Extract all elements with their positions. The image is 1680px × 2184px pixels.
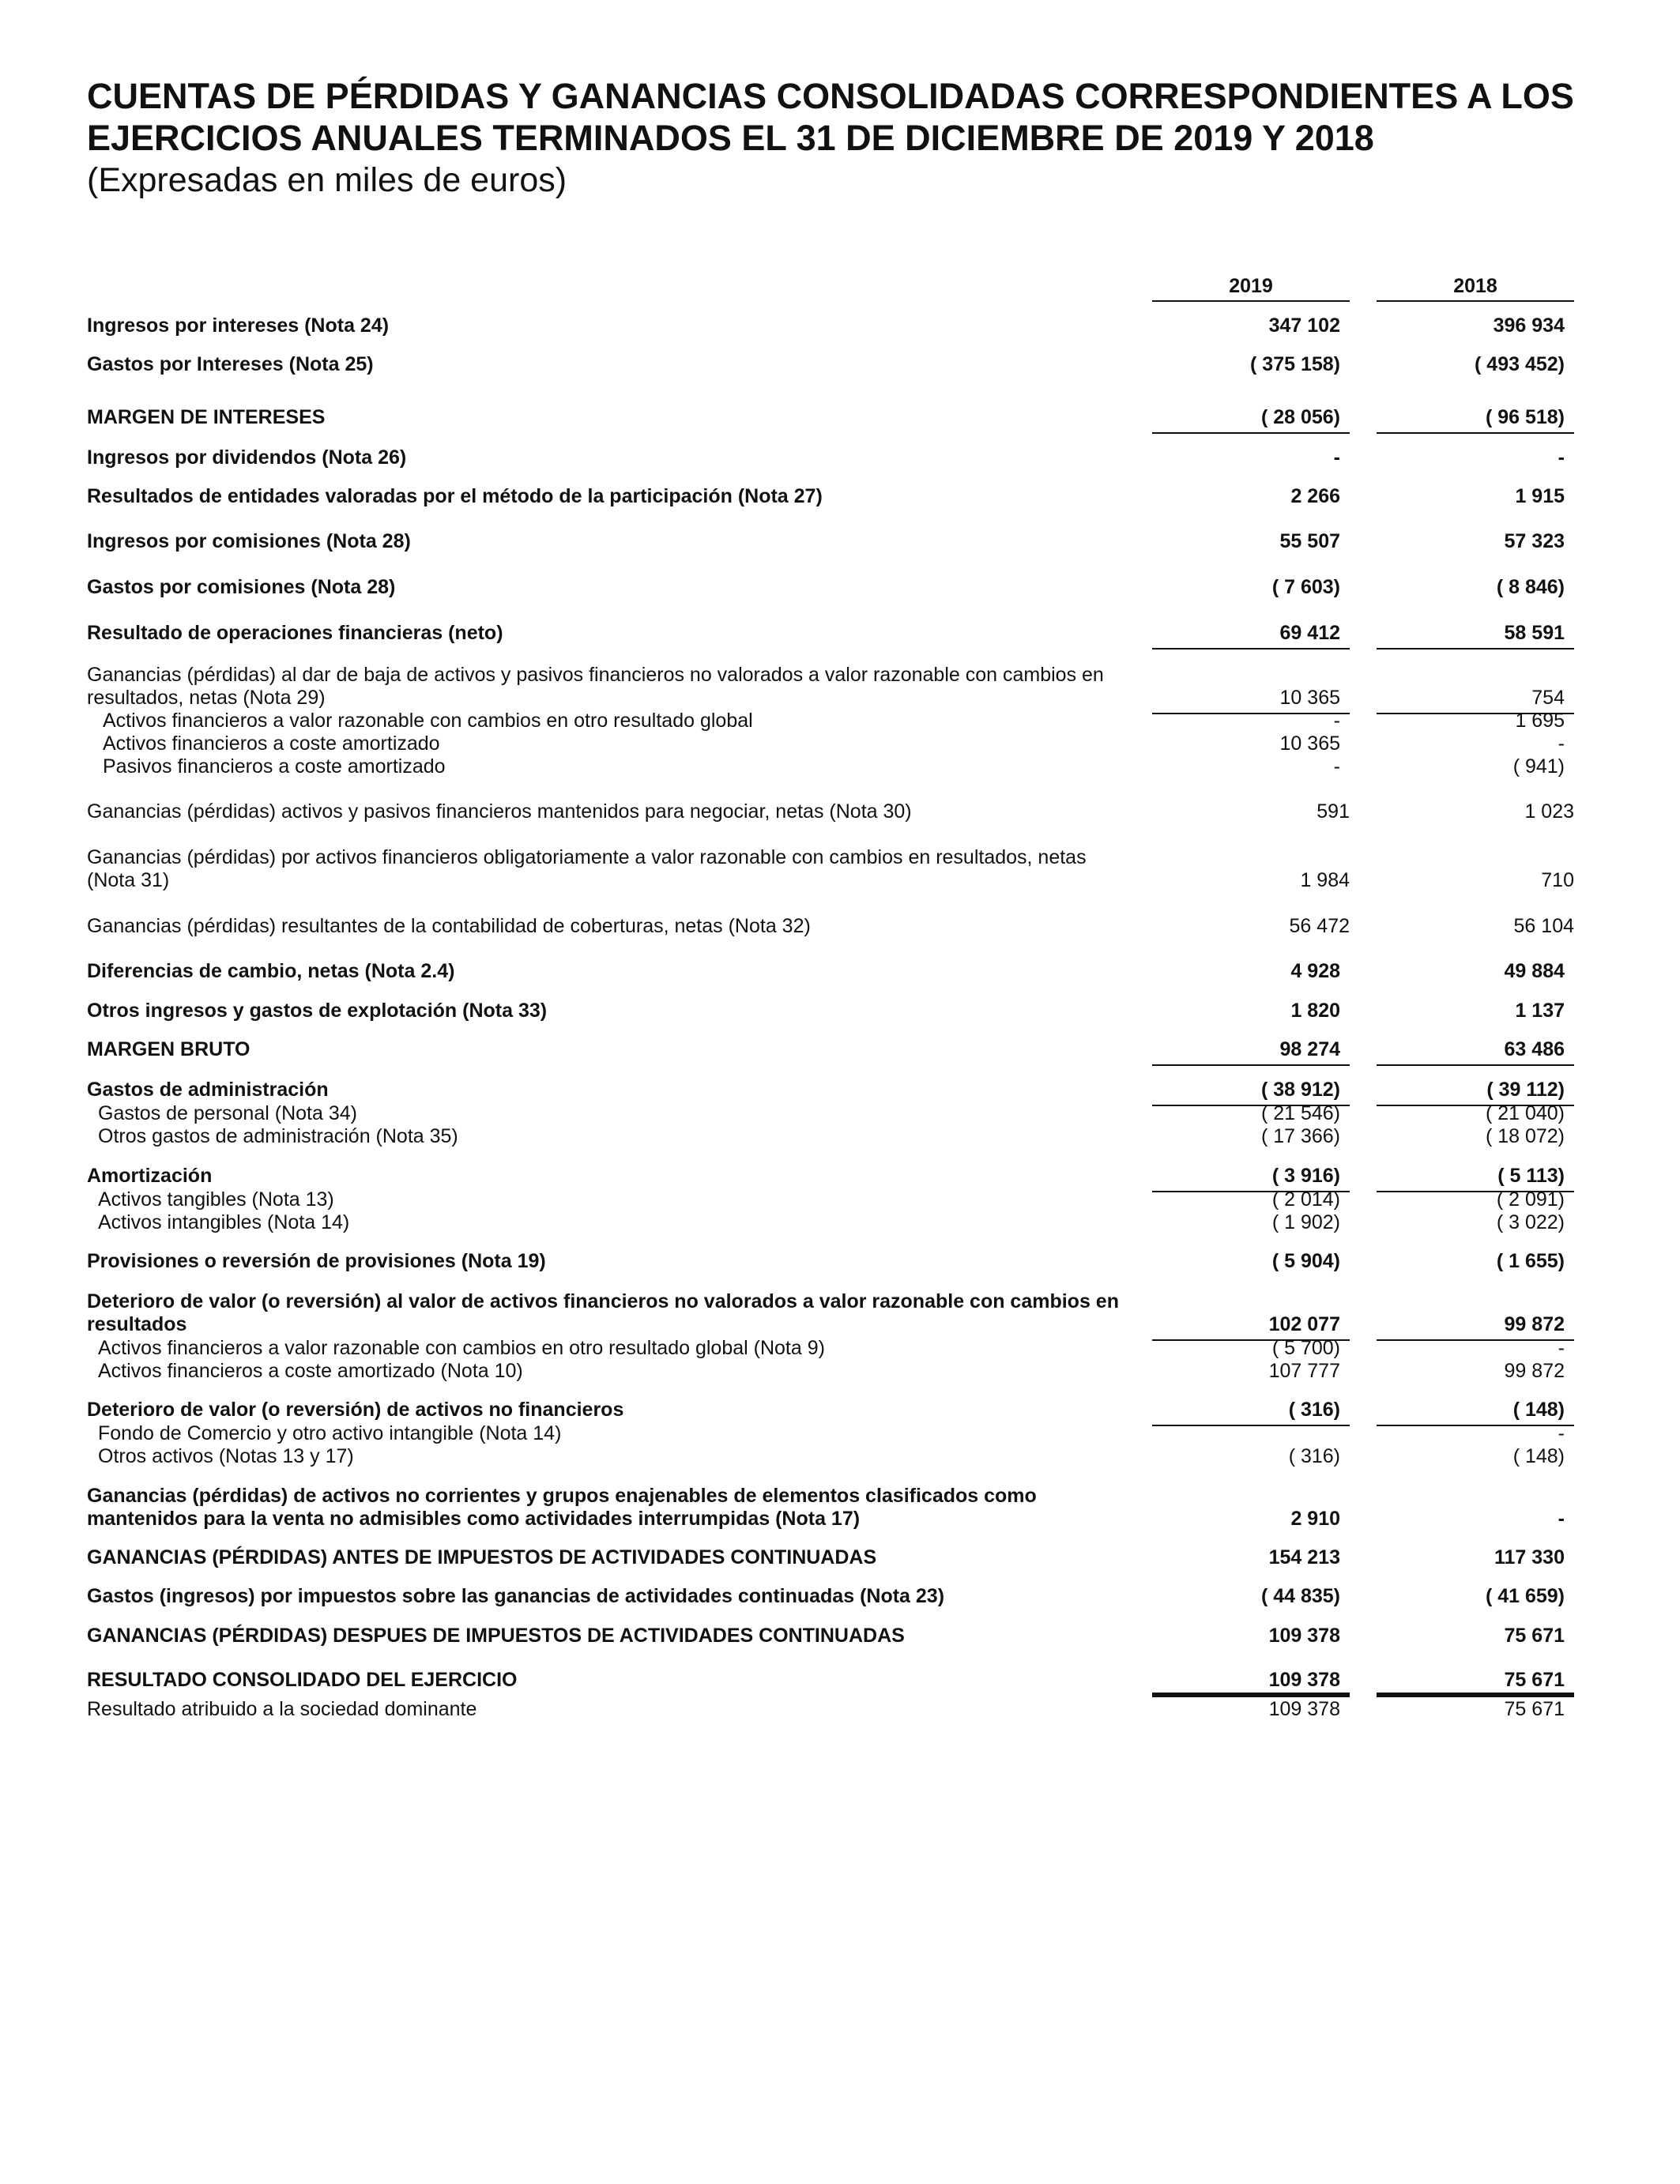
value-text: ( 18 072) — [1485, 1125, 1565, 1147]
value-text: 396 934 — [1493, 314, 1565, 337]
row-label: Resultado atribuido a la sociedad dominante — [87, 1698, 477, 1720]
row-label: mantenidos para la venta no admisibles como actividades interrumpidas (Nota 17) — [87, 1508, 861, 1530]
value-2018 — [1377, 800, 1574, 823]
value-2018 — [1377, 314, 1574, 337]
value-2019 — [1152, 755, 1350, 778]
row-label: MARGEN BRUTO — [87, 1038, 250, 1060]
value-text: 99 872 — [1504, 1360, 1565, 1382]
value-text: 2 910 — [1290, 1508, 1340, 1530]
value-2018 — [1377, 1124, 1574, 1148]
table-row — [0, 1507, 1680, 1531]
value-2019 — [1152, 1101, 1350, 1125]
value-2018 — [1377, 352, 1574, 376]
value-2018 — [1377, 959, 1574, 983]
value-2019 — [1152, 1249, 1350, 1273]
table-row — [0, 484, 1680, 508]
value-2019 — [1152, 845, 1350, 869]
value-text: ( 8 846) — [1496, 576, 1565, 598]
value-2019 — [1152, 1444, 1350, 1468]
value-2019 — [1152, 1668, 1350, 1692]
table-row — [0, 999, 1680, 1022]
value-text: ( 375 158) — [1250, 353, 1340, 375]
row-label: Fondo de Comercio y otro activo intangible (Nota 14) — [98, 1422, 562, 1444]
value-2018 — [1377, 1078, 1574, 1101]
value-2018 — [1377, 1484, 1574, 1508]
row-label: Amortización — [87, 1165, 213, 1187]
value-text: 55 507 — [1279, 530, 1340, 552]
page-title: CUENTAS DE PÉRDIDAS Y GANANCIAS CONSOLIDADAS CORRESPONDIENTES A LOS EJERCICIOS ANUALES TERMINADOS EL 31 DE DICIEMBRE DE 2019 Y 2018 — [87, 76, 1574, 158]
value-text: 109 378 — [1268, 1625, 1340, 1647]
value-2019 — [1152, 1290, 1350, 1313]
value-2019 — [1152, 1421, 1350, 1445]
table-row — [0, 1188, 1680, 1211]
value-2018 — [1377, 484, 1574, 508]
value-2019 — [1152, 1164, 1350, 1188]
value-2019 — [1152, 1336, 1350, 1360]
row-label: (Nota 31) — [87, 869, 170, 891]
value-text: ( 3 916) — [1271, 1165, 1340, 1187]
value-2018 — [1377, 1507, 1574, 1531]
value-2019 — [1152, 732, 1350, 755]
value-text: 754 — [1531, 687, 1565, 709]
value-2019 — [1152, 1359, 1350, 1383]
value-text: 49 884 — [1504, 960, 1565, 982]
value-text: 1 984 — [1300, 869, 1350, 891]
value-2019 — [1152, 663, 1350, 687]
value-2018 — [1377, 1164, 1574, 1188]
value-2018 — [1377, 1546, 1574, 1569]
table-row — [0, 959, 1680, 983]
row-label: Activos financieros a valor razonable con cambios en otro resultado global (Nota 9) — [98, 1337, 825, 1359]
value-2019 — [1152, 529, 1350, 553]
value-text: 63 486 — [1504, 1038, 1565, 1060]
row-label: Ingresos por dividendos (Nota 26) — [87, 446, 407, 469]
value-2018 — [1377, 663, 1574, 687]
value-2018 — [1377, 1421, 1574, 1445]
value-2019 — [1152, 446, 1350, 469]
row-label: Ingresos por comisiones (Nota 28) — [87, 530, 411, 552]
value-2019 — [1152, 1398, 1350, 1421]
table-row — [0, 732, 1680, 755]
table-row — [0, 914, 1680, 938]
value-text: - — [1333, 755, 1340, 778]
value-text: 109 378 — [1268, 1669, 1340, 1691]
value-2018 — [1377, 529, 1574, 553]
value-2019 — [1152, 1624, 1350, 1647]
value-text: 69 412 — [1279, 622, 1340, 644]
value-text: ( 21 546) — [1260, 1102, 1340, 1124]
value-text: 10 365 — [1279, 687, 1340, 709]
table-row — [0, 1290, 1680, 1313]
value-text: 4 928 — [1290, 960, 1340, 982]
table-row — [0, 1421, 1680, 1445]
table-row — [0, 1444, 1680, 1468]
value-text: ( 1 655) — [1496, 1250, 1565, 1272]
underline-rule — [1377, 648, 1574, 650]
value-text: ( 38 912) — [1260, 1079, 1340, 1101]
value-text: 1 695 — [1515, 710, 1565, 732]
value-2018 — [1377, 1398, 1574, 1421]
value-2019 — [1152, 1078, 1350, 1101]
row-label: Pasivos financieros a coste amortizado — [103, 755, 446, 778]
value-text: ( 941) — [1512, 755, 1565, 778]
value-2019 — [1152, 800, 1350, 823]
row-label: Deterioro de valor (o reversión) al valor de activos financieros no valorados a valor razonable con cambios en — [87, 1290, 1119, 1312]
row-label: Deterioro de valor (o reversión) de activos no financieros — [87, 1399, 624, 1421]
value-2018 — [1377, 1211, 1574, 1234]
value-2018 — [1377, 1444, 1574, 1468]
row-label: Gastos de administración — [87, 1079, 329, 1101]
value-text: 1 820 — [1290, 1000, 1340, 1022]
value-text: ( 148) — [1512, 1399, 1565, 1421]
value-2018 — [1377, 999, 1574, 1022]
value-text: 102 077 — [1268, 1313, 1340, 1335]
value-2018 — [1377, 1101, 1574, 1125]
value-text: 57 323 — [1504, 530, 1565, 552]
table-row — [0, 529, 1680, 553]
row-label: Gastos de personal (Nota 34) — [98, 1102, 357, 1124]
value-2019 — [1152, 709, 1350, 732]
value-2019 — [1152, 868, 1350, 892]
value-2019 — [1152, 1211, 1350, 1234]
value-text: 75 671 — [1504, 1698, 1565, 1720]
table-row — [0, 1624, 1680, 1647]
value-text: 1 137 — [1515, 1000, 1565, 1022]
value-text: 107 777 — [1268, 1360, 1340, 1382]
value-text: - — [1333, 446, 1340, 469]
value-text: 2 266 — [1290, 485, 1340, 507]
value-2019 — [1152, 621, 1350, 645]
row-label: GANANCIAS (PÉRDIDAS) ANTES DE IMPUESTOS DE ACTIVIDADES CONTINUADAS — [87, 1546, 877, 1568]
value-text: ( 2 014) — [1271, 1188, 1340, 1211]
value-2018 — [1377, 1037, 1574, 1061]
table-row — [0, 1211, 1680, 1234]
value-text: ( 316) — [1288, 1399, 1340, 1421]
value-2018 — [1377, 446, 1574, 469]
table-row — [0, 663, 1680, 687]
value-text: 109 378 — [1268, 1698, 1340, 1720]
value-text: ( 96 518) — [1485, 406, 1565, 428]
value-2019 — [1152, 1507, 1350, 1531]
underline-rule — [1377, 1064, 1574, 1066]
underline-rule — [1152, 1064, 1350, 1066]
value-2018 — [1377, 1188, 1574, 1211]
value-text: - — [1558, 1337, 1565, 1359]
value-2019 — [1152, 959, 1350, 983]
row-label: Ganancias (pérdidas) de activos no corrientes y grupos enajenables de elementos clasificados como — [87, 1485, 1037, 1507]
table-row — [0, 575, 1680, 599]
row-label: resultados — [87, 1313, 187, 1335]
value-2018 — [1377, 1624, 1574, 1647]
value-text: 75 671 — [1504, 1669, 1565, 1691]
table-row — [0, 405, 1680, 429]
value-text: 1 915 — [1515, 485, 1565, 507]
column-header-2018: 2018 — [1377, 275, 1574, 302]
row-label: Ingresos por intereses (Nota 24) — [87, 314, 390, 337]
underline-rule — [1377, 432, 1574, 434]
table-row — [0, 1668, 1680, 1692]
table-row — [0, 1124, 1680, 1148]
value-2018 — [1377, 1312, 1574, 1336]
value-2019 — [1152, 484, 1350, 508]
value-text: ( 5 113) — [1497, 1165, 1565, 1187]
table-row — [0, 1312, 1680, 1336]
value-2018 — [1377, 686, 1574, 710]
row-label: Activos tangibles (Nota 13) — [98, 1188, 334, 1211]
value-2019 — [1152, 1188, 1350, 1211]
underline-rule — [1152, 648, 1350, 650]
row-label: Otros ingresos y gastos de explotación (Nota 33) — [87, 1000, 548, 1022]
value-text: 10 365 — [1279, 732, 1340, 755]
value-2018 — [1377, 405, 1574, 429]
value-text: ( 41 659) — [1485, 1585, 1565, 1607]
value-2018 — [1377, 709, 1574, 732]
row-label: MARGEN DE INTERESES — [87, 406, 326, 428]
row-label: Activos financieros a valor razonable con cambios en otro resultado global — [103, 710, 753, 732]
value-text: ( 1 902) — [1271, 1211, 1340, 1233]
value-2018 — [1377, 1697, 1574, 1721]
row-label: Gastos (ingresos) por impuestos sobre las ganancias de actividades continuadas (Nota 23) — [87, 1585, 945, 1607]
value-2018 — [1377, 732, 1574, 755]
row-label: Resultados de entidades valoradas por el método de la participación (Nota 27) — [87, 485, 823, 507]
value-2018 — [1377, 1668, 1574, 1692]
value-text: - — [1558, 1508, 1565, 1530]
value-text: - — [1558, 732, 1565, 755]
value-2018 — [1377, 1249, 1574, 1273]
value-2018 — [1377, 845, 1574, 869]
column-header-2019: 2019 — [1152, 275, 1350, 302]
value-2018 — [1377, 1290, 1574, 1313]
value-text: ( 28 056) — [1260, 406, 1340, 428]
row-label: Ganancias (pérdidas) resultantes de la contabilidad de coberturas, netas (Nota 32) — [87, 915, 811, 937]
row-label: Gastos por comisiones (Nota 28) — [87, 576, 396, 598]
value-text: 117 330 — [1494, 1546, 1565, 1568]
value-text: 98 274 — [1279, 1038, 1340, 1060]
value-2019 — [1152, 314, 1350, 337]
table-row — [0, 686, 1680, 710]
value-2018 — [1377, 1359, 1574, 1383]
value-2019 — [1152, 914, 1350, 938]
value-2019 — [1152, 999, 1350, 1022]
table-row — [0, 755, 1680, 778]
value-text: 58 591 — [1504, 622, 1565, 644]
row-label: Otros activos (Notas 13 y 17) — [98, 1445, 354, 1467]
table-row — [0, 1078, 1680, 1101]
row-label: Ganancias (pérdidas) por activos financieros obligatoriamente a valor razonable con cambios en resultados, netas — [87, 846, 1087, 868]
row-label: Provisiones o reversión de provisiones (Nota 19) — [87, 1250, 546, 1272]
value-2019 — [1152, 1484, 1350, 1508]
value-text: 710 — [1541, 869, 1574, 891]
table-row — [0, 446, 1680, 469]
value-2019 — [1152, 575, 1350, 599]
value-2019 — [1152, 1697, 1350, 1721]
row-label: Activos financieros a coste amortizado (Nota 10) — [98, 1360, 523, 1382]
table-row — [0, 709, 1680, 732]
value-text: 56 472 — [1289, 915, 1350, 937]
value-text: 154 213 — [1268, 1546, 1340, 1568]
page-subtitle: (Expresadas en miles de euros) — [87, 161, 567, 199]
table-row — [0, 1697, 1680, 1721]
table-row — [0, 1101, 1680, 1125]
table-row — [0, 800, 1680, 823]
value-2019 — [1152, 352, 1350, 376]
table-row — [0, 1359, 1680, 1383]
row-label: resultados, netas (Nota 29) — [87, 687, 326, 709]
value-text: ( 7 603) — [1271, 576, 1340, 598]
value-2018 — [1377, 755, 1574, 778]
value-text: ( 17 366) — [1260, 1125, 1340, 1147]
value-text: 99 872 — [1504, 1313, 1565, 1335]
table-row — [0, 1398, 1680, 1421]
table-row — [0, 352, 1680, 376]
value-2018 — [1377, 1336, 1574, 1360]
value-text: 56 104 — [1513, 915, 1574, 937]
row-label: RESULTADO CONSOLIDADO DEL EJERCICIO — [87, 1669, 518, 1691]
value-2019 — [1152, 1312, 1350, 1336]
value-2019 — [1152, 1584, 1350, 1608]
value-text: ( 2 091) — [1496, 1188, 1565, 1211]
value-text: ( 21 040) — [1485, 1102, 1565, 1124]
table-row — [0, 621, 1680, 645]
row-label: Ganancias (pérdidas) activos y pasivos financieros mantenidos para negociar, netas (Nota 30) — [87, 800, 912, 823]
value-text: - — [1558, 446, 1565, 469]
value-text: ( 44 835) — [1260, 1585, 1340, 1607]
value-2018 — [1377, 868, 1574, 892]
value-2018 — [1377, 914, 1574, 938]
value-2019 — [1152, 1037, 1350, 1061]
value-2018 — [1377, 621, 1574, 645]
value-text: - — [1558, 1422, 1565, 1444]
value-text: ( 316) — [1288, 1445, 1340, 1467]
row-label: Otros gastos de administración (Nota 35) — [98, 1125, 458, 1147]
table-row — [0, 1336, 1680, 1360]
table-row — [0, 845, 1680, 869]
row-label: Diferencias de cambio, netas (Nota 2.4) — [87, 960, 455, 982]
table-row — [0, 1249, 1680, 1273]
table-row — [0, 1484, 1680, 1508]
row-label: Gastos por Intereses (Nota 25) — [87, 353, 374, 375]
value-text: - — [1333, 710, 1340, 732]
row-label: Resultado de operaciones financieras (neto) — [87, 622, 503, 644]
value-text: ( 5 700) — [1271, 1337, 1340, 1359]
table-row — [0, 868, 1680, 892]
value-text: ( 493 452) — [1475, 353, 1565, 375]
value-text: 75 671 — [1504, 1625, 1565, 1647]
value-text: ( 148) — [1512, 1445, 1565, 1467]
value-text: 1 023 — [1524, 800, 1574, 823]
table-row — [0, 314, 1680, 337]
table-row — [0, 1546, 1680, 1569]
value-2019 — [1152, 1546, 1350, 1569]
underline-rule — [1152, 432, 1350, 434]
value-text: 347 102 — [1268, 314, 1340, 337]
value-2019 — [1152, 405, 1350, 429]
row-label: Ganancias (pérdidas) al dar de baja de activos y pasivos financieros no valorados a valor razonable con cambios en — [87, 664, 1104, 686]
value-text: ( 5 904) — [1271, 1250, 1340, 1272]
value-2019 — [1152, 686, 1350, 710]
value-2019 — [1152, 1124, 1350, 1148]
value-text: ( 39 112) — [1486, 1079, 1565, 1101]
table-row — [0, 1584, 1680, 1608]
table-row — [0, 1164, 1680, 1188]
table-row — [0, 1037, 1680, 1061]
row-label: Activos intangibles (Nota 14) — [98, 1211, 350, 1233]
value-text: 591 — [1317, 800, 1350, 823]
value-text: ( 3 022) — [1496, 1211, 1565, 1233]
value-2018 — [1377, 575, 1574, 599]
row-label: GANANCIAS (PÉRDIDAS) DESPUES DE IMPUESTOS DE ACTIVIDADES CONTINUADAS — [87, 1625, 905, 1647]
row-label: Activos financieros a coste amortizado — [103, 732, 440, 755]
value-2018 — [1377, 1584, 1574, 1608]
